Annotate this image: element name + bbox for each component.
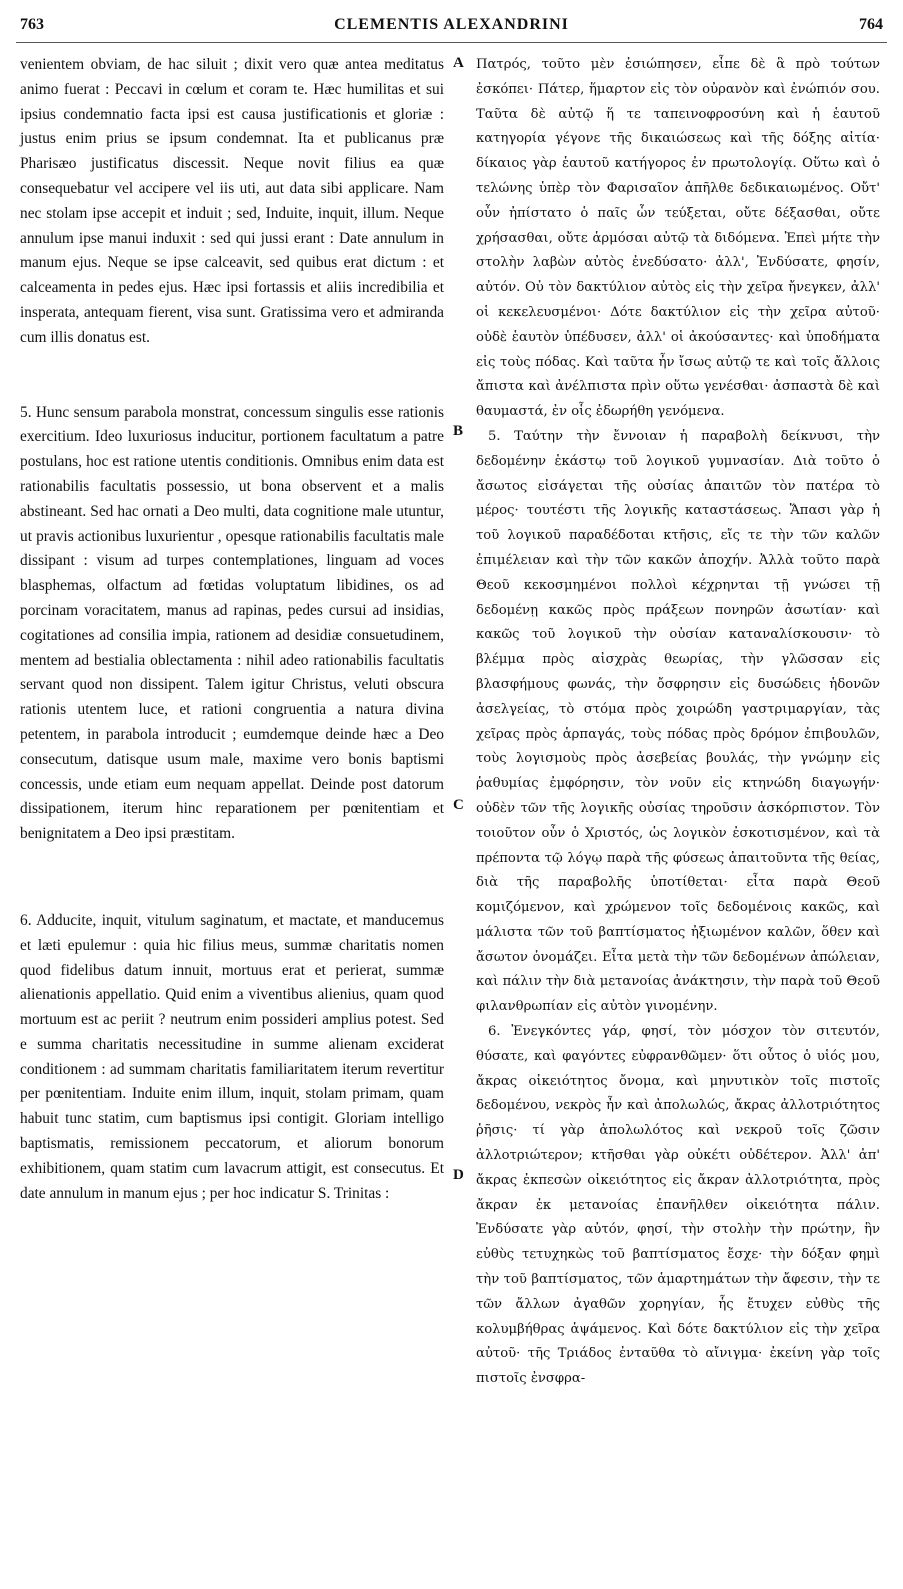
latin-paragraph: 5. Hunc sensum parabola monstrat, concessum singulis esse rationis exercitium. Ideo luxuriosus inducitur, portionem facultatum a patre postulans, hoc est ratione utentis conditionis. Omnibus enim data est rationabilis facultatis possessio, ut bona observent et a malis abstineant. Sed hac ornati a Deo multi, data cognitione male utuntur, ut pravis actionibus luxurientur , opesque rationabilis facultatis male dissipant : visum ad turpes contemplationes, linguam ad voces blasphemas, olfactum ad fœtidas voluptatum libidines, os ad porcinam voracitatem, manus ad rapinas, pedes cursui ad insidias, cogitationes ad consilia impia, rationem ad desidiæ consuetudinem, mentem ad bestialia oblectamenta : nihil adeo rationabilis facultatis servant quod non dissipent. Talem igitur Christus, veluti obscura rationis utentem luce, et rationi congruentia a natura divina petentem, in parabola introducit ; eumdemque deinde hæc a Deo consecutum, datisque usum male, maxime vero bonis baptismi concessis, unde etiam eum nequam appellat. Deinde post datorum dissipationem, iterum hinc reparationem per pœnitentiam et benignitatem a Deo ipsi præstitam. [20, 403, 444, 843]
greek-paragraph: 5. Ταύτην τὴν ἔννοιαν ἡ παραβολὴ δείκνυσι, τὴν δεδομένην ἑκάστῳ τοῦ λογικοῦ γυμνασίαν. Διὰ τοῦτο ὁ ἄσωτος εἰσάγεται τῆς οὐσίας ἀπαιτῶν τὸν πατέρα τὸ μέρος· τουτέστι τῆς λογικῆς καταστάσεως. Ἅπασι γὰρ ἡ τοῦ λογικοῦ παραδέδοται κτῆσις, εἴς τε τὴν τῶν καλῶν ἐπιμέλειαν καὶ τὴν τῶν κακῶν ἀποχήν. Ἀλλὰ τοῦτο παρὰ Θεοῦ κεκοσμημένοι πολλοὶ κέχρηνται τῇ γνώσει τῇ δεδομένῃ κακῶς πρὸς πράξεων πονηρῶν ἀσωτίαν· καὶ κακῶς τοῦ λογικοῦ τὴν οὐσίαν καταναλίσκουσιν· τὸ βλέμμα πρὸς αἰσχρὰς θεωρίας, τὴν γλῶσσαν εἰς βλασφήμους φωνάς, τὴν ὄσφρησιν εἰς δυσώδεις ἡδονῶν ἀσελγείας, τὸ στόμα πρὸς χοιρώδη γαστριμαργίαν, τὰς χεῖρας πρὸς ἁρπαγάς, τοὺς πόδας πρὸς δρόμον ἐπιβουλῶν, τοὺς λογισμοὺς πρὸς ἀσεβείας βουλάς, τὴν γνώμην εἰς ῥαθυμίας ἐμφόρησιν, τὸν νοῦν εἰς κτηνώδη διαγωγήν· οὐδὲν τῶν τῆς λογικῆς οὐσίας τηροῦσιν ἀσκόρπιστον. Τὸν τοιοῦτον οὖν ὁ Χριστός, ὡς λογικὸν ἐσκοτισμένον, καὶ τὰ πρέποντα τῷ λόγῳ παρὰ τῆς φύσεως ἀπαιτοῦντα τῆς θείας, διὰ τῆς παραβολῆς ὑποτίθεται· εἶτα παρὰ Θεοῦ κομιζόμενον, καὶ χρώμενον τοῖς δεδομένοις κακῶς, καὶ μάλιστα τῶν τοῦ βαπτίσματος ἠξιωμένον καλῶν, ὅθεν καὶ ἄσωτον ὀνομάζει. Εἶτα μετὰ τὴν τῶν δεδομένων ἀπώλειαν, καὶ πάλιν τὴν διὰ μετανοίας ἀνάκτησιν, τὴν παρὰ τοῦ Θεοῦ φιλανθρωπίαν εἰς αὐτὸν γινομένην. [476, 428, 880, 1015]
running-title: CLEMENTIS ALEXANDRINI [334, 16, 569, 33]
latin-paragraph: venientem obviam, de hac siluit ; dixit vero quæ antea meditatus animo fuerat : Peccavi in cœlum et coram te. Hæc humilitas et sui ipsius condemnatio facta ipsi est causa justificationis et gloriæ : justus enim prius se ipsum condemnat. Ita et publicanus præ Pharisæo justificatus discessit. Neque novit filius ea quæ consequebatur vel accipere vel iis uti, aut data sibi applicare. Nam nec stolam ipse accepit et induit ; sed, Induite, inquit, illum. Neque annulum ipse manui induxit : sed qui jussi erant : Date annulum in manum ejus. Neque se ipse calceavit, sed quibus erat dictum : et calceamenta in pedes ejus. Hæc ipsi fortassis et aliis incredibilia et insperata, antequam fierent, visa sunt. Gratissima vero et admiranda cum illis donatus est. [20, 56, 444, 346]
margin-letter-b: B [453, 423, 464, 439]
greek-column [476, 53, 880, 1392]
greek-paragraph: 6. Ἐνεγκόντες γάρ, φησί, τὸν μόσχον τὸν σιτευτόν, θύσατε, καὶ φαγόντες εὐφρανθῶμεν· ὅτι οὗτος ὁ υἱός μου, ἄκρας οἰκειότητος ὄνομα, καὶ μηνυτικὸν τοῖς πιστοῖς δεδομένου, νεκρὸς ἦν καὶ ἀπολωλώς, ἄκρας ἀλλοτριότητος ῥῆσις· τί γὰρ ἀπολωλότος καὶ νεκροῦ τοῖς ζῶσιν ἀλλοτριώτερον; κτῆσθαι γὰρ οὐκέτι οὐδέτερον. Ἀλλ' ἀπ' ἄκρας ἐκπεσὼν οἰκειότητος εἰς ἄκραν ἀλλοτριότητα, πρὸς ἄκραν ἐκ μετανοίας ἐπανῆλθεν οἰκειότητα πάλιν. Ἐνδύσατε γὰρ αὐτόν, φησί, τὴν στολὴν τὴν πρώτην, ἣν εὐθὺς τετυχηκὼς τοῦ βαπτίσματος ἔσχε· τὴν δόξαν φημὶ τὴν τοῦ βαπτίσματος, τῶν ἁμαρτημάτων τὴν ἄφεσιν, τὴν τε τῶν ἄλλων ἀγαθῶν χορηγίαν, ἧς ἔτυχεν εὐθὺς τῆς κολυμβήθρας ἁψάμενος. Καὶ δότε δακτύλιον εἰς τὴν χεῖρα αὐτοῦ· τῆς Τριάδος ἐνταῦθα τὸ αἴνιγμα· ἐκείνη γὰρ τοῖς πιστοῖς ἐνσφρα- [476, 1024, 880, 1387]
greek-paragraph: Πατρός, τοῦτο μὲν ἐσιώπησεν, εἶπε δὲ ἃ πρὸ τούτων ἐσκόπει· Πάτερ, ἥμαρτον εἰς τὸν οὐρανὸν καὶ ἐνώπιόν σου. Ταῦτα δὲ αὐτῷ ἥ τε ταπεινοφροσύνη καὶ ἡ ἑαυτοῦ κατηγορία γέγονε τῆς δικαιώσεως καὶ τῆς δόξης αἰτία· δίκαιος γὰρ ἑαυτοῦ κατήγορος ἐν πρωτολογίᾳ. Οὕτω καὶ ὁ τελώνης ὑπὲρ τὸν Φαρισαῖον ἀπῆλθε δεδικαιωμένος. Οὔτ' οὖν ἠπίστατο ὁ παῖς ὧν τεύξεται, οὔτε δέξασθαι, οὔτε χρήσασθαι, οὔτε ἁρμόσαι αὐτῷ τὰ διδόμενα. Ἐπεὶ μήτε τὴν στολὴν λαβὼν αὐτὸς ἐνεδύσατο· ἀλλ', Ἐνδύσατε, φησίν, αὐτόν. Οὐ τὸν δακτύλιον αὐτὸς εἰς τὴν χεῖρα ἤνεγκεν, ἀλλ' οἱ κεκελευσμένοι· Δότε δακτύλιον εἰς τὴν χεῖρα αὐτοῦ· οὐδὲ ἑαυτὸν ὑπέδυσεν, ἀλλ' οἱ ἀκούσαντες· καὶ ὑποδήματα εἰς τοὺς πόδας. Καὶ ταῦτα ἦν ἴσως αὐτῷ τε καὶ τοῖς ἄλλοις ἄπιστα καὶ ἀνέλπιστα πρὶν οὕτω γενέσθαι· ἀσπαστὰ δὲ καὶ θαυμαστά, ἐν οἷς ἐδωρήθη γενόμενα. [476, 57, 880, 420]
latin-column [20, 53, 444, 1206]
page-number-right: 764 [859, 16, 883, 33]
margin-letter-d: D [453, 1167, 464, 1183]
page-number-left: 763 [20, 16, 44, 33]
running-header [16, 14, 887, 43]
margin-letter-a: A [453, 55, 464, 71]
margin-letter-c: C [453, 797, 464, 813]
latin-paragraph: 6. Adducite, inquit, vitulum saginatum, et mactate, et manducemus et læti epulemur : quia hic filius meus, summæ charitatis nomen quod fidelibus datum innuit, mortuus erat et perierat, summæ alienationis appellatio. Quid enim a viventibus alienius, quam quod mortuum est ac periit ? neutrum enim possideri amplius potest. Sed e summa charitatis necessitudine in summe alienam exciderat conditionem : ad summam charitatis familiaritatem iterum revertitur per pœnitentiam. Induite enim illum, inquit, stolam primam, quam habuit tunc statim, cum baptismus ipsi contigit. Gloriam intelligo baptismatis, remissionem peccatorum, et aliorum bonorum exhibitionem, quam statim cum lavacrum attigit, est consecutus. Et date annulum in manum ejus ; per hoc indicatur S. Trinitas : [20, 911, 444, 1202]
